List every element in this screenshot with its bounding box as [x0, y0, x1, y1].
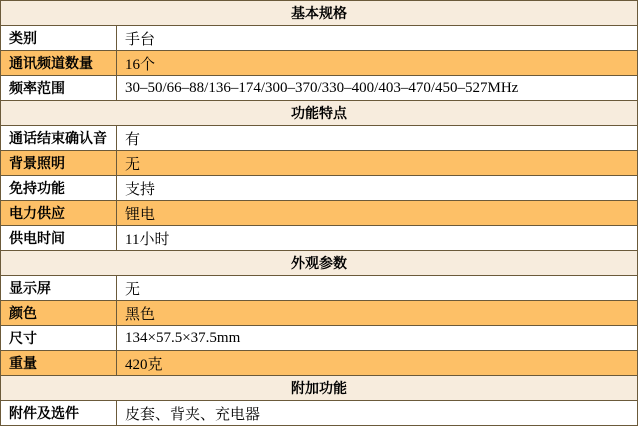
spec-value: 黑色	[117, 301, 638, 326]
spec-key: 重量	[1, 351, 117, 376]
table-row	[1, 326, 638, 351]
section-title: 基本规格	[1, 1, 638, 26]
spec-key: 颜色	[1, 301, 117, 326]
spec-value: 11小时	[117, 226, 638, 251]
section-header-appearance	[1, 251, 638, 276]
spec-key: 通话结束确认音	[1, 126, 117, 151]
section-title: 功能特点	[1, 101, 638, 126]
spec-value: 无	[117, 276, 638, 301]
spec-value: 有	[117, 126, 638, 151]
spec-key: 免持功能	[1, 176, 117, 201]
table-row	[1, 226, 638, 251]
section-header-basic	[1, 1, 638, 26]
table-row	[1, 151, 638, 176]
spec-key: 供电时间	[1, 226, 117, 251]
section-header-features	[1, 101, 638, 126]
spec-key: 类别	[1, 26, 117, 51]
table-row	[1, 401, 638, 426]
table-row	[1, 201, 638, 226]
spec-value: 锂电	[117, 201, 638, 226]
table-row	[1, 176, 638, 201]
spec-key: 电力供应	[1, 201, 117, 226]
spec-value: 支持	[117, 176, 638, 201]
spec-value: 无	[117, 151, 638, 176]
spec-value: 134×57.5×37.5mm	[117, 326, 638, 351]
spec-value: 30–50/66–88/136–174/300–370/330–400/403–470/450–527MHz	[117, 76, 638, 101]
spec-key: 附件及选件	[1, 401, 117, 426]
spec-value: 420克	[117, 351, 638, 376]
spec-value: 16个	[117, 51, 638, 76]
table-row	[1, 76, 638, 101]
section-header-extras	[1, 376, 638, 401]
spec-key: 通讯频道数量	[1, 51, 117, 76]
spec-key: 显示屏	[1, 276, 117, 301]
table-row	[1, 301, 638, 326]
table-row	[1, 26, 638, 51]
table-row	[1, 126, 638, 151]
table-row	[1, 51, 638, 76]
spec-key: 背景照明	[1, 151, 117, 176]
spec-value: 手台	[117, 26, 638, 51]
spec-value: 皮套、背夹、充电器	[117, 401, 638, 426]
spec-key: 频率范围	[1, 76, 117, 101]
section-title: 外观参数	[1, 251, 638, 276]
table-row	[1, 276, 638, 301]
spec-key: 尺寸	[1, 326, 117, 351]
section-title: 附加功能	[1, 376, 638, 401]
table-row	[1, 351, 638, 376]
